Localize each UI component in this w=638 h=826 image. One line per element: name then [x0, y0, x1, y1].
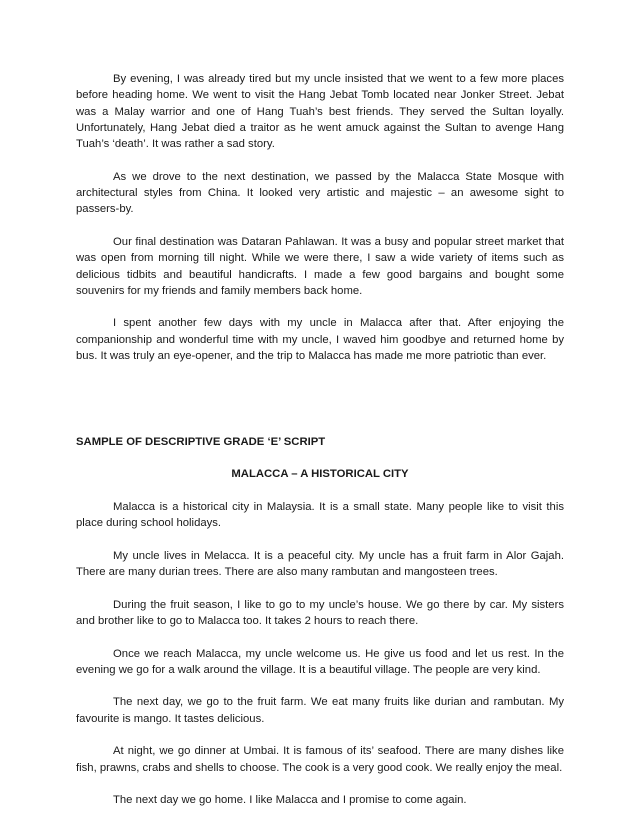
- section-heading: SAMPLE OF DESCRIPTIVE GRADE ‘E’ SCRIPT: [76, 435, 326, 448]
- paragraph: Malacca is a historical city in Malaysia. It is a small state. Many people like to visit this place during school holidays.: [76, 500, 564, 530]
- paragraph: By evening, I was already tired but my uncle insisted that we went to a few more places before heading home. We went to visit the Hang Jebat Tomb located near Jonker Street. Jebat was a Malay warrior and one of Hang Tuah’s best friends. They served the Sultan loyally. Unfortunately, Hang Jebat died a traitor as he went amuck against the Sultan to avenge Hang Tuah’s ‘death’. It was rather a sad story.: [76, 73, 564, 151]
- paragraph: Once we reach Malacca, my uncle welcome us. He give us food and let us rest. In the evening we go for a walk around the village. It is a beautiful village. The people are very kind.: [76, 647, 564, 676]
- paragraph: The next day, we go to the fruit farm. We eat many fruits like durian and rambutan. My favourite is mango. It tastes delicious.: [76, 696, 564, 725]
- document-page: [76, 71, 564, 825]
- paragraph: The next day we go home. I like Malacca and I promise to come again.: [113, 794, 467, 807]
- paragraph: My uncle lives in Melacca. It is a peaceful city. My uncle has a fruit farm in Alor Gajah. There are many durian trees. There are also many rambutan and mangosteen trees.: [76, 549, 564, 579]
- paragraph: Our final destination was Dataran Pahlawan. It was a busy and popular street market that was open from morning till night. While we were there, I saw a wide variety of items such as delicious tidbits and beautiful handicrafts. I made a few good bargains and bought some souvenirs for my friends and family members back home.: [76, 235, 564, 297]
- paragraph: I spent another few days with my uncle in Malacca after that. After enjoying the companionship and wonderful time with my uncle, I waved him goodbye and returned home by bus. It was truly an eye-opener, and the trip to Malacca has made me more patriotic than ever.: [76, 317, 564, 363]
- section-spacer: [76, 381, 564, 434]
- paragraph: As we drove to the next destination, we passed by the Malacca State Mosque with architectural styles from China. It looked very artistic and majestic – an awesome sight to passers-by.: [76, 170, 564, 216]
- essay-title: MALACCA – A HISTORICAL CITY: [231, 468, 409, 481]
- paragraph: At night, we go dinner at Umbai. It is famous of its’ seafood. There are many dishes like fish, prawns, crabs and shells to choose. The cook is a very good cook. We really enjoy the meal.: [76, 745, 564, 774]
- paragraph: During the fruit season, I like to go to my uncle’s house. We go there by car. My sisters and brother like to go to Malacca too. It takes 2 hours to reach there.: [76, 598, 564, 627]
